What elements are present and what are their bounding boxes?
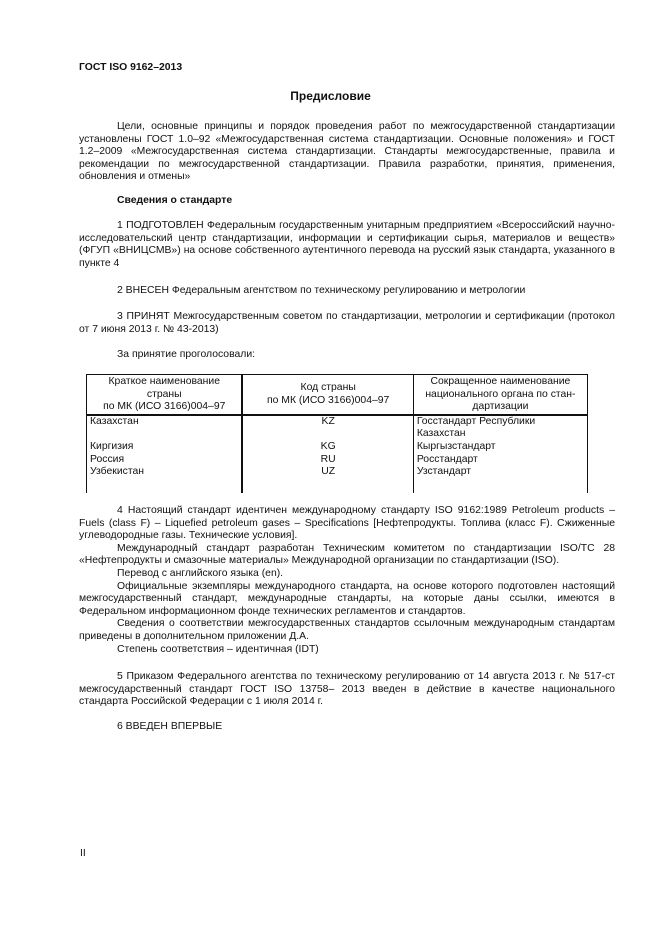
cell-country: Узбекистан: [87, 466, 243, 479]
item-5-block: [79, 671, 615, 709]
cell-body-continuation: Казахстан: [413, 428, 587, 441]
item-4-block: [79, 505, 615, 656]
table-row: [87, 454, 588, 467]
table-row: [87, 415, 588, 429]
item-4-identical: 4 Настоящий стандарт идентичен международному стандарту ISO 9162:1989 Petroleum products – Fuels (class F) – Liquefied petroleum gases – Specifications [Нефтепродукты. Топлива (класс F). Сжиженные углеводородные газы. Технические условия].: [79, 505, 615, 542]
cell-code: UZ: [242, 466, 413, 479]
cell-body: Госстандарт Республики: [413, 415, 587, 429]
item-4-degree: Степень соответствия – идентичная (IDT): [117, 643, 319, 655]
item-3-block: [79, 311, 615, 336]
item-3-adopted: 3 ПРИНЯТ Межгосударственным советом по стандартизации, метрологии и сертификации (протокол от 7 июня 2013 г. № 43-2013): [79, 311, 615, 335]
page-title: Предисловие: [290, 89, 371, 103]
page-number: II: [80, 848, 86, 859]
item-6-block: [79, 721, 615, 734]
header-national-body: Сокращенное наименование национального органа по стан- дартизации: [413, 375, 587, 415]
header-country-name: Краткое наименование страны по МК (ИСО 3166)004–97: [87, 375, 243, 415]
item-4-copies: Официальные экземпляры международного стандарта, на основе которого подготовлен настоящий межгосударственный стандарт, международные стандарты, на которые даны ссылки, имеются в Федеральном информационном фонде технических регламентов и стандартов.: [79, 580, 615, 617]
cell-country: Казахстан: [87, 415, 243, 429]
item-6-first-introduced: 6 ВВЕДЕН ВПЕРВЫЕ: [117, 721, 223, 732]
cell-country: Россия: [87, 454, 243, 467]
item-4-developed: Международный стандарт разработан Техническим комитетом по стандартизации ISO/TC 28 «Нефтепродукты и смазочные материалы» Международной организации по стандартизации (ISO).: [79, 542, 615, 567]
intro-paragraph: Цели, основные принципы и порядок проведения работ по межгосударственной стандартизации установлены ГОСТ 1.0–92 «Межгосударственная система стандартизации. Основные положения» и ГОСТ 1.2–2009 «Межгосударственная система стандартизации. Стандарты межгосударственные, правила и рекомендации по межгосударственной стандартизации. Правила разработки, принятия, применения, обновления и отмены»: [79, 121, 615, 183]
table-row: [87, 466, 588, 479]
item-5-order: 5 Приказом Федерального агентства по техническому регулированию от 14 августа 2013 г. № 517-ст межгосударственный стандарт ГОСТ ISO 13758– 2013 введен в действие в качестве национального стандарта Российской Федерации с 1 июля 2014 г.: [79, 671, 615, 708]
section-heading: Сведения о стандарте: [117, 195, 233, 206]
table-padding-row: [87, 479, 588, 493]
document-code-header: ГОСТ ISO 9162–2013: [79, 62, 183, 73]
voting-table: [86, 374, 588, 493]
item-2-block: [79, 285, 615, 298]
table-row-continuation: [87, 428, 588, 441]
cell-body: Кыргызстандарт: [413, 441, 587, 454]
cell-code: RU: [242, 454, 413, 467]
cell-code: KG: [242, 441, 413, 454]
voted-label: За принятие проголосовали:: [117, 349, 256, 360]
item-2-introduced: 2 ВНЕСЕН Федеральным агентством по техническому регулированию и метрологии: [117, 285, 526, 296]
cell-body: Росстандарт: [413, 454, 587, 467]
table-header-row: [87, 375, 588, 415]
item-4-compliance: Сведения о соответствии межгосударственных стандартов ссылочным международным стандартам приведены в дополнительном приложении Д.А.: [79, 618, 615, 642]
header-country-code: Код страны по МК (ИСО 3166)004–97: [242, 375, 413, 415]
section-heading-block: [79, 195, 615, 208]
cell-body: Узстандарт: [413, 466, 587, 479]
item-4-translation: Перевод с английского языка (en).: [117, 567, 284, 579]
cell-country: Киргизия: [87, 441, 243, 454]
item-1-block: [79, 220, 615, 270]
intro-paragraph-block: [79, 121, 615, 184]
cell-code: KZ: [242, 415, 413, 429]
item-1-prepared: 1 ПОДГОТОВЛЕН Федеральным государственным унитарным предприятием «Всероссийский научно-исследовательский центр стандартизации, информации и сертификации сырья, материалов и веществ» (ФГУП «ВНИЦСМВ») на основе собственного аутентичного перевода на русский язык стандарта, указанного в пункте 4: [79, 220, 615, 269]
voted-label-block: [79, 349, 615, 362]
table-row: [87, 441, 588, 454]
